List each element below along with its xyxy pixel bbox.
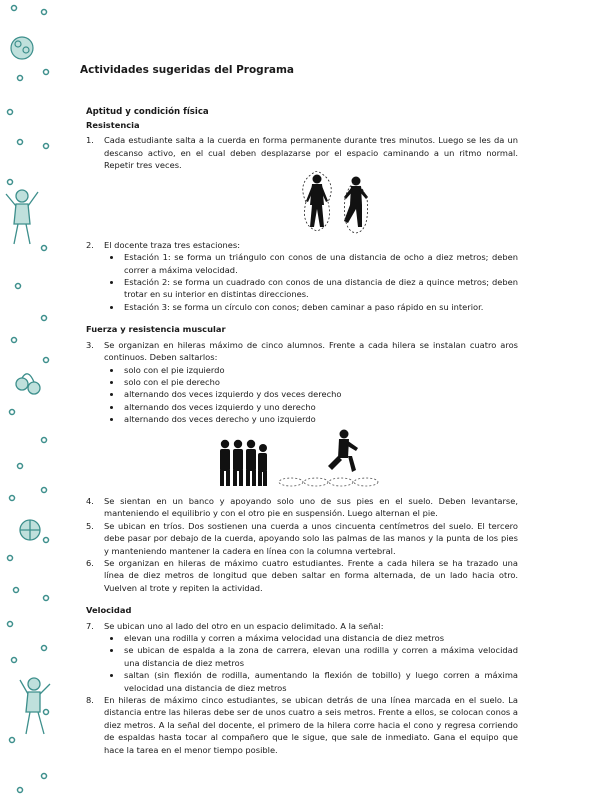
activity-item-1 (86, 134, 518, 171)
item-text: Se organizan en hileras máximo de cinco alumnos. Frente a cada hilera se instalan cuatro aros continuos. Deben saltarlos: (104, 339, 518, 363)
activity-item-7 (86, 620, 518, 632)
item-text: En hileras de máximo cinco estudiantes, se ubican detrás de una línea marcada en el suelo. La distancia entre las hileras debe ser de unos cuatro a seis metros. Frente a ellos, se colocan conos a diez metros. A la señal del docente, el primero de la hilera corre hacia el cono y regresa corriendo de espaldas hasta tocar al compañero que le sigue, que sale de inmediato. Gana el equipo que hace la tarea en el menor tiempo posible. (104, 695, 518, 755)
list-item: Estación 2: se forma un cuadrado con conos de una distancia de diez a quince metros; deben trotar en su interior en distintas direcciones. (116, 276, 518, 301)
activity-item-8 (86, 694, 518, 756)
list-item: alternando dos veces izquierdo y uno derecho (116, 401, 518, 413)
list-item: alternando dos veces derecho y uno izquierdo (116, 413, 518, 425)
item-text: Se ubican uno al lado del otro en un espacio delimitado. A la señal: (104, 620, 384, 631)
list-item: Estación 3: se forma un círculo con conos; deben caminar a paso rápido en su interior. (116, 301, 518, 313)
item-number: 3. (86, 339, 94, 350)
item-text: Se organizan en hileras de máximo cuatro estudiantes. Frente a cada hilera se ha trazado una línea de diez metros de longitud que deben saltar en forma alternada, de un lado hacia otro. Vuelven al trote y repiten la actividad. (104, 557, 518, 593)
item-number: 7. (86, 620, 94, 631)
list-item: alternando dos veces izquierdo y dos veces derecho (116, 388, 518, 400)
hoop-jumping-illustration (86, 426, 518, 492)
activity-item-3 (86, 339, 518, 364)
child-figure-1 (6, 190, 38, 244)
list-item: se ubican de espalda a la zona de carrera, elevan una rodilla y corren a máxima velocidad una distancia de diez metros (116, 644, 518, 669)
activity-item-5 (86, 520, 518, 557)
item-number: 5. (86, 520, 94, 531)
item-number: 8. (86, 695, 94, 706)
item-number: 6. (86, 557, 94, 568)
list-item: solo con el pie izquierdo (116, 364, 518, 376)
bullet-list-item-7 (86, 632, 518, 694)
subsection-title-velocidad: Velocidad (86, 605, 132, 616)
activity-item-6 (86, 557, 518, 594)
decorative-margin-strip (0, 0, 60, 800)
item-text: El docente traza tres estaciones: (104, 239, 241, 250)
list-item: saltan (sin flexión de rodilla, aumentando la flexión de tobillo) y luego corren a máxima velocidad una distancia de diez metros (116, 669, 518, 694)
activity-item-4 (86, 495, 518, 520)
item-number: 1. (86, 135, 94, 146)
bullet-list-item-2 (86, 251, 518, 313)
page-title: Actividades sugeridas del Programa (80, 64, 294, 76)
item-number: 4. (86, 495, 94, 506)
subsection-title-resistencia: Resistencia (86, 119, 140, 130)
activity-item-2 (86, 239, 518, 251)
page-content (80, 64, 518, 756)
item-number: 2. (86, 239, 94, 250)
list-item: solo con el pie derecho (116, 376, 518, 388)
subsection-title-fuerza: Fuerza y resistencia muscular (86, 324, 226, 335)
item-text: Cada estudiante salta a la cuerda en forma permanente durante tres minutos. Luego se les da un descanso activo, en el cual deben desplazarse por el espacio caminando a un ritmo normal. Repetir tres veces. (104, 135, 518, 171)
child-figure-2 (20, 678, 50, 734)
jump-rope-illustration (86, 171, 518, 235)
list-item: elevan una rodilla y corren a máxima velocidad una distancia de diez metros (116, 632, 518, 644)
list-item: Estación 1: se forma un triángulo con conos de una distancia de ocho a diez metros; deben correr a máxima velocidad. (116, 251, 518, 276)
item-text: Se ubican en tríos. Dos sostienen una cuerda a unos cincuenta centímetros del suelo. El tercero debe pasar por debajo de la cuerda, apoyando solo las palmas de las manos y la punta de los pies y manteniendo mantener la cadera en línea con la columna vertebral. (104, 520, 518, 556)
section-title-aptitud: Aptitud y condición física (86, 107, 209, 118)
item-text: Se sientan en un banco y apoyando solo uno de sus pies en el suelo. Deben levantarse, manteniendo el equilibrio y con el otro pie en suspensión. Luego alternan el pie. (104, 495, 518, 519)
bullet-list-item-3 (86, 364, 518, 426)
